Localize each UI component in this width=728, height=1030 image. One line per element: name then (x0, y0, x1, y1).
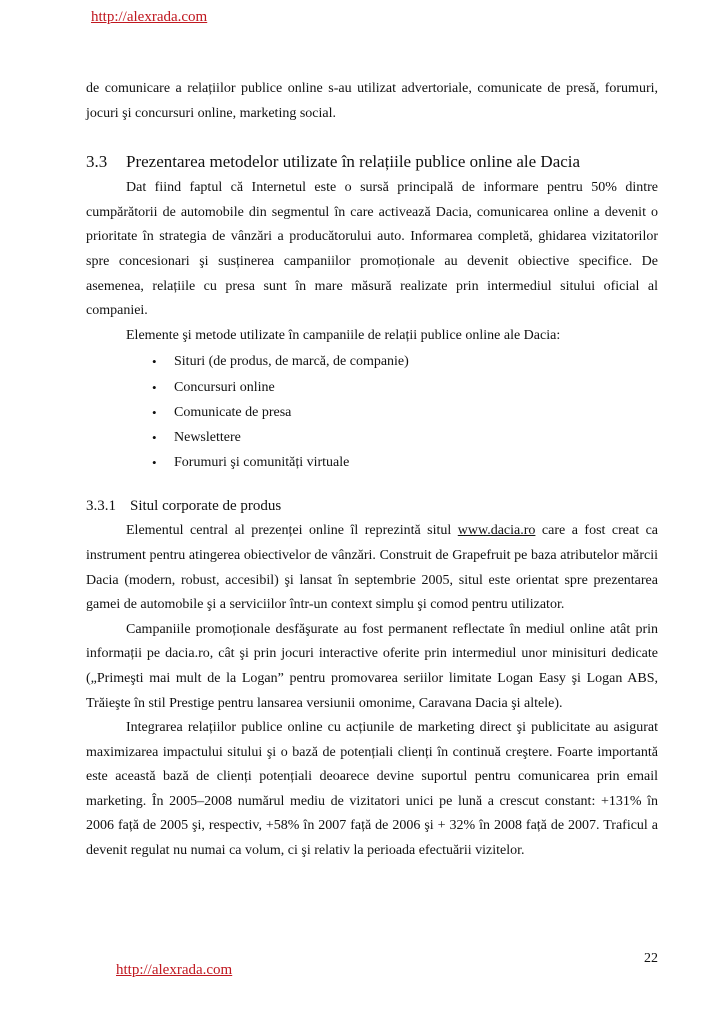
paragraph-elements-intro: Elemente şi metode utilizate în campaniile de relații publice online ale Dacia: (126, 327, 561, 343)
paragraph-internet: Dat fiind faptul că Internetul este o sursă principală de informare pentru 50% dintre cumpărătorii de automobile din segmentul în care activează Dacia, comunicarea online a devenit o prioritate în strategia de vânzări a producătorului auto. Informarea completă, ghidarea vizitatorilor spre concesionari şi susținerea campaniilor promoționale au devenit obiective specifice. De asemenea, relațiile cu presa sunt în mare măsură realizate prin intermediul sitului oficial al companiei. (86, 180, 658, 319)
bullet-icon: • (152, 404, 157, 420)
section-heading (86, 150, 658, 174)
list-item: • Situri (de produs, de marcă, de companie) (152, 349, 658, 374)
section-number: 3.3 (86, 152, 108, 172)
paragraph-continuation: de comunicare a relațiilor publice online s-au utilizat advertoriale, comunicate de presă, forumuri, jocuri şi concursuri online, marketing social. (86, 81, 658, 121)
paragraph-site: Elementul central al prezenței online îl reprezintă situl www.dacia.ro care a fost creat ca instrument pentru atingerea obiectivelor de vânzări. Construit de Grapefruit pe baza atributelor mărcii Dacia (modern, robust, accesibil) şi lansat în septembrie 2005, situl este orientat spre prezentarea gamei de automobile şi a serviciilor într-un context simplu şi comod pentru utilizator. (86, 523, 659, 613)
footer-link[interactable]: http://alexrada.com (116, 962, 233, 978)
header-link[interactable]: http://alexrada.com (91, 9, 208, 25)
subsection-title: Situl corporate de produs (130, 498, 282, 515)
bullet-icon: • (152, 354, 157, 370)
dacia-site-link[interactable]: www.dacia.ro (457, 523, 536, 539)
bullet-icon: • (152, 455, 157, 471)
list-item: • Comunicate de presa (152, 400, 658, 425)
subsection-number: 3.3.1 (86, 498, 116, 515)
bullet-icon: • (152, 429, 157, 445)
page-number: 22 (644, 951, 658, 966)
methods-list (86, 349, 658, 475)
list-item: • Concursuri online (152, 375, 658, 400)
section-title: Prezentarea metodelor utilizate în relațiile publice online ale Dacia (126, 152, 581, 172)
document-body (86, 77, 658, 864)
list-item: • Newslettere (152, 425, 658, 450)
paragraph-campaigns: Campaniile promoționale desfăşurate au fost permanent reflectate în mediul online atât prin informații pe dacia.ro, cât şi prin jocuri interactive oferite prin intermediul unor minisituri dedicate („Primeşti mai mult de la Logan” pentru promovarea seriilor limitate Logan Easy şi Logan ABS, Trăieşte în stil Prestige pentru lansarea versiunii omonime, Caravana Dacia şi altele). (86, 621, 658, 711)
bullet-icon: • (152, 379, 157, 395)
paragraph-integration: Integrarea relațiilor publice online cu acțiunile de marketing direct şi publicitate au asigurat maximizarea impactului sitului şi o bază de potențiali clienți în continuă creştere. Foarte importantă este această bază de clienți potențiali deoarece devine suportul pentru comunicarea prin email marketing. În 2005–2008 numărul mediu de vizitatori unici pe lună a crescut constant: +131% în 2006 față de 2005 şi, respectiv, +58% în 2007 față de 2006 şi + 32% în 2008 față de 2007. Traficul a devenit regulat nu numai ca volum, ci şi relativ la perioada efectuării vizitelor. (86, 720, 658, 859)
subsection-heading (86, 495, 658, 517)
list-item: • Forumuri şi comunități virtuale (152, 450, 658, 475)
